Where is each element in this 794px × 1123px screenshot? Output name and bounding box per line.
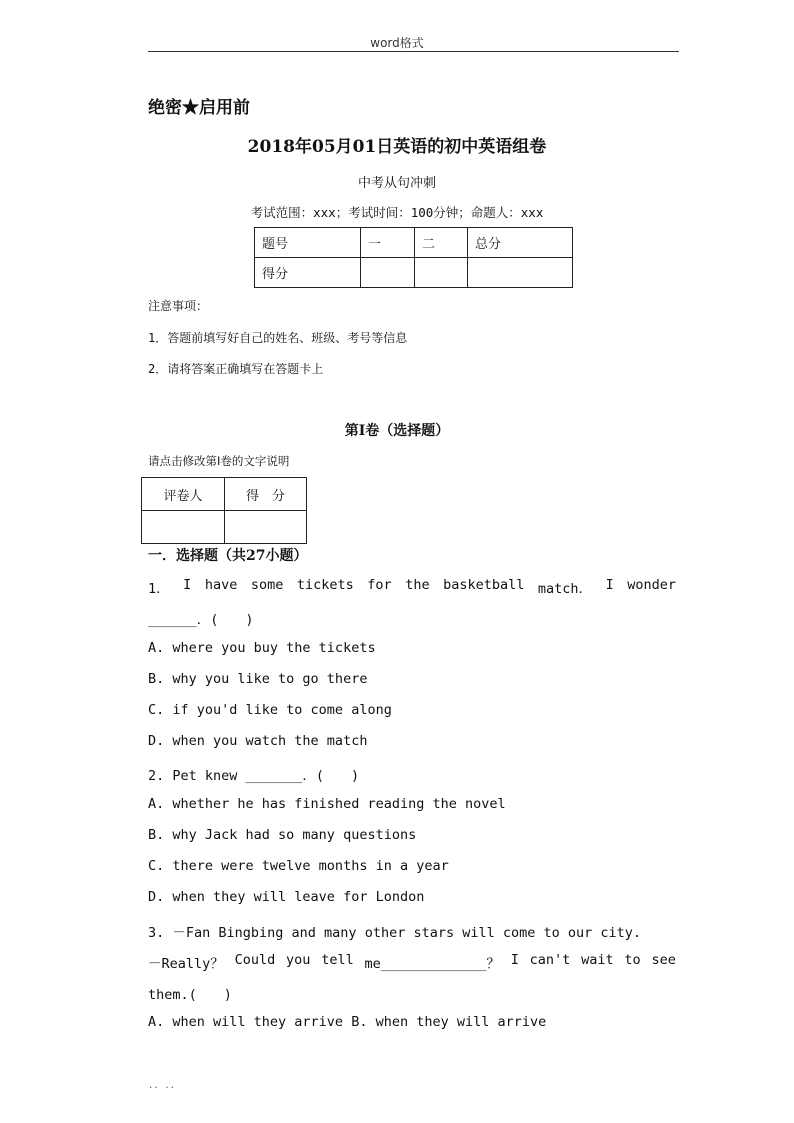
grader-cell[interactable] xyxy=(225,511,307,544)
question-1-stem xyxy=(148,577,676,597)
question-word: can't xyxy=(529,952,571,968)
grader-cell[interactable] xyxy=(142,511,225,544)
score-cell[interactable] xyxy=(415,258,468,288)
question-word: I xyxy=(510,952,519,968)
score-cell: 题号 xyxy=(255,228,361,258)
header-divider xyxy=(148,51,679,52)
note-item: 2．请将答案正确填写在答题卡上 xyxy=(148,362,324,376)
score-cell: 一 xyxy=(361,228,415,258)
part-title: 第Ⅰ卷（选择题） xyxy=(344,423,450,439)
question-word: I xyxy=(183,577,192,593)
section-heading: 一．选择题（共27小题） xyxy=(148,548,308,564)
question-3-blank: them.( ) xyxy=(148,987,232,1003)
score-cell: 二 xyxy=(415,228,468,258)
question-2-option-d[interactable]: D. when they will leave for London xyxy=(148,889,425,905)
question-word: some xyxy=(250,577,284,593)
exam-title: 2018年05月01日英语的初中英语组卷 xyxy=(247,137,547,157)
question-word: to xyxy=(624,952,641,968)
grader-table-row xyxy=(142,511,307,544)
question-1-option-d[interactable]: D. when you watch the match xyxy=(148,733,368,749)
question-word: －Really？ xyxy=(148,956,224,972)
question-word: match． xyxy=(537,581,593,597)
question-word: I xyxy=(605,577,614,593)
score-cell[interactable] xyxy=(361,258,415,288)
question-word: the xyxy=(405,577,430,593)
grader-cell: 评卷人 xyxy=(142,478,225,511)
score-table xyxy=(254,227,573,288)
score-cell: 得分 xyxy=(255,258,361,288)
question-word: wait xyxy=(581,952,614,968)
question-3-stem: 3. －Fan Bingbing and many other stars will come to our city. xyxy=(148,925,642,941)
page-header: word格式 xyxy=(370,36,424,50)
part-description[interactable]: 请点击修改第Ⅰ卷的文字说明 xyxy=(148,454,290,468)
exam-info: 考试范围：xxx；考试时间：100分钟；命题人：xxx xyxy=(250,205,544,220)
question-word: Could xyxy=(234,952,276,968)
question-1-option-a[interactable]: A. where you buy the tickets xyxy=(148,640,376,656)
score-table-row xyxy=(255,258,573,288)
question-3-reply xyxy=(148,952,676,972)
question-word: 1． xyxy=(148,581,170,597)
question-word: me_____________？ xyxy=(364,956,500,972)
question-2-stem: 2. Pet knew _______．( ) xyxy=(148,768,360,784)
page-footer: .. .. xyxy=(148,1081,176,1091)
question-word: you xyxy=(286,952,311,968)
grader-table-header-row xyxy=(142,478,307,511)
score-cell[interactable] xyxy=(468,258,573,288)
question-2-option-c[interactable]: C. there were twelve months in a year xyxy=(148,858,449,874)
grader-table xyxy=(141,477,307,544)
question-2-option-a[interactable]: A. whether he has finished reading the novel xyxy=(148,796,506,812)
grader-cell: 得 分 xyxy=(225,478,307,511)
confidential-label: 绝密★启用前 xyxy=(148,98,250,118)
question-1-option-b[interactable]: B. why you like to go there xyxy=(148,671,368,687)
exam-subtitle: 中考从句冲刺 xyxy=(357,176,436,191)
note-item: 1．答题前填写好自己的姓名、班级、考号等信息 xyxy=(148,331,408,345)
question-word: see xyxy=(651,952,676,968)
question-word: tell xyxy=(321,952,354,968)
question-word: wonder xyxy=(627,577,676,593)
notes-heading: 注意事项： xyxy=(148,299,209,313)
question-word: have xyxy=(204,577,238,593)
question-1-blank: ______．( ) xyxy=(148,612,254,628)
question-3-options[interactable]: A. when will they arrive B. when they will arrive xyxy=(148,1014,547,1030)
score-cell: 总分 xyxy=(468,228,573,258)
question-2-option-b[interactable]: B. why Jack had so many questions xyxy=(148,827,417,843)
question-word: tickets xyxy=(296,577,354,593)
question-1-option-c[interactable]: C. if you'd like to come along xyxy=(148,702,392,718)
score-table-header-row xyxy=(255,228,573,258)
question-word: for xyxy=(367,577,392,593)
question-word: basketball xyxy=(443,577,525,593)
